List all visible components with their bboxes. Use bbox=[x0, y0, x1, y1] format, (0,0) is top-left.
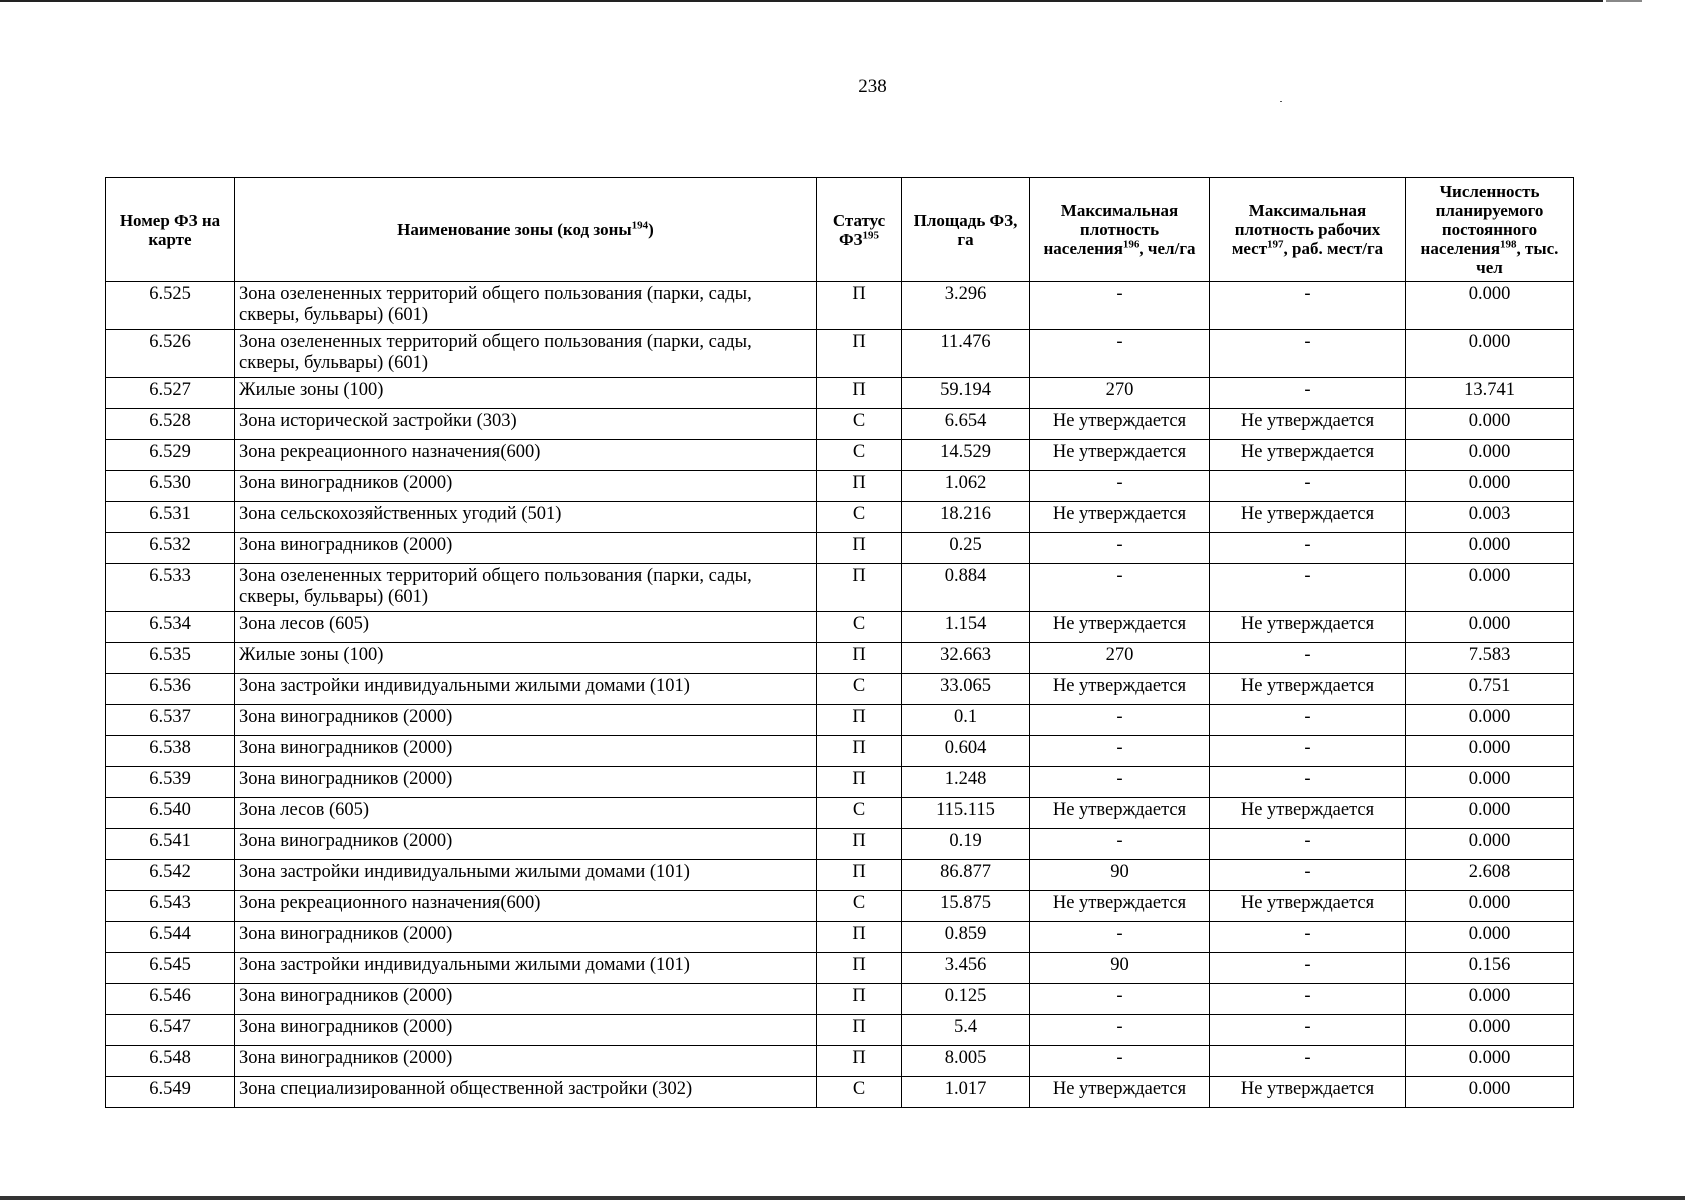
cell-status: С bbox=[817, 891, 902, 922]
bottom-border-line bbox=[0, 1196, 1685, 1200]
cell-area: 86.877 bbox=[902, 860, 1030, 891]
cell-number: 6.536 bbox=[106, 674, 235, 705]
cell-jobs: Не утверждается bbox=[1210, 409, 1406, 440]
cell-population: 7.583 bbox=[1406, 643, 1574, 674]
cell-jobs: - bbox=[1210, 282, 1406, 330]
cell-population: 0.000 bbox=[1406, 471, 1574, 502]
cell-population: 0.003 bbox=[1406, 502, 1574, 533]
cell-population: 0.000 bbox=[1406, 1077, 1574, 1108]
cell-area: 18.216 bbox=[902, 502, 1030, 533]
cell-jobs: - bbox=[1210, 330, 1406, 378]
cell-area: 0.1 bbox=[902, 705, 1030, 736]
cell-status: П bbox=[817, 767, 902, 798]
cell-jobs: Не утверждается bbox=[1210, 440, 1406, 471]
cell-population: 0.000 bbox=[1406, 612, 1574, 643]
cell-status: С bbox=[817, 409, 902, 440]
cell-jobs: - bbox=[1210, 1015, 1406, 1046]
cell-name: Зона застройки индивидуальными жилыми домами (101) bbox=[235, 860, 817, 891]
cell-name: Жилые зоны (100) bbox=[235, 378, 817, 409]
table-row bbox=[106, 829, 1574, 860]
cell-number: 6.525 bbox=[106, 282, 235, 330]
cell-status: С bbox=[817, 612, 902, 643]
zones-table bbox=[105, 177, 1574, 1108]
cell-area: 1.017 bbox=[902, 1077, 1030, 1108]
cell-population: 0.000 bbox=[1406, 440, 1574, 471]
cell-status: С bbox=[817, 674, 902, 705]
cell-population: 0.156 bbox=[1406, 953, 1574, 984]
cell-name: Зона виноградников (2000) bbox=[235, 1046, 817, 1077]
cell-jobs: - bbox=[1210, 1046, 1406, 1077]
cell-number: 6.537 bbox=[106, 705, 235, 736]
table-row bbox=[106, 643, 1574, 674]
cell-density: Не утверждается bbox=[1030, 1077, 1210, 1108]
cell-jobs: - bbox=[1210, 378, 1406, 409]
cell-jobs: - bbox=[1210, 860, 1406, 891]
table-row bbox=[106, 330, 1574, 378]
cell-area: 0.25 bbox=[902, 533, 1030, 564]
cell-jobs: Не утверждается bbox=[1210, 1077, 1406, 1108]
cell-area: 5.4 bbox=[902, 1015, 1030, 1046]
cell-population: 0.000 bbox=[1406, 330, 1574, 378]
cell-status: П bbox=[817, 829, 902, 860]
cell-number: 6.529 bbox=[106, 440, 235, 471]
table-row bbox=[106, 736, 1574, 767]
cell-number: 6.545 bbox=[106, 953, 235, 984]
cell-status: С bbox=[817, 798, 902, 829]
cell-population: 0.000 bbox=[1406, 533, 1574, 564]
top-border-line bbox=[0, 0, 1603, 2]
cell-number: 6.542 bbox=[106, 860, 235, 891]
cell-name: Зона рекреационного назначения(600) bbox=[235, 440, 817, 471]
cell-density: - bbox=[1030, 1046, 1210, 1077]
cell-population: 0.000 bbox=[1406, 891, 1574, 922]
cell-density: Не утверждается bbox=[1030, 502, 1210, 533]
table-row bbox=[106, 674, 1574, 705]
cell-status: П bbox=[817, 564, 902, 612]
cell-density: - bbox=[1030, 533, 1210, 564]
cell-area: 1.154 bbox=[902, 612, 1030, 643]
cell-density: Не утверждается bbox=[1030, 798, 1210, 829]
cell-jobs: - bbox=[1210, 984, 1406, 1015]
cell-name: Зона лесов (605) bbox=[235, 612, 817, 643]
cell-area: 3.296 bbox=[902, 282, 1030, 330]
cell-status: П bbox=[817, 984, 902, 1015]
cell-name: Зона виноградников (2000) bbox=[235, 533, 817, 564]
cell-number: 6.528 bbox=[106, 409, 235, 440]
cell-population: 0.000 bbox=[1406, 798, 1574, 829]
cell-name: Зона лесов (605) bbox=[235, 798, 817, 829]
cell-density: 90 bbox=[1030, 953, 1210, 984]
cell-density: Не утверждается bbox=[1030, 891, 1210, 922]
cell-density: 90 bbox=[1030, 860, 1210, 891]
cell-status: П bbox=[817, 922, 902, 953]
table-row bbox=[106, 533, 1574, 564]
table-row bbox=[106, 984, 1574, 1015]
cell-status: П bbox=[817, 471, 902, 502]
cell-jobs: - bbox=[1210, 564, 1406, 612]
cell-name: Зона сельскохозяйственных угодий (501) bbox=[235, 502, 817, 533]
cell-population: 0.000 bbox=[1406, 829, 1574, 860]
cell-population: 0.000 bbox=[1406, 564, 1574, 612]
table-row bbox=[106, 860, 1574, 891]
cell-number: 6.539 bbox=[106, 767, 235, 798]
cell-name: Зона виноградников (2000) bbox=[235, 829, 817, 860]
table-row bbox=[106, 891, 1574, 922]
cell-number: 6.543 bbox=[106, 891, 235, 922]
cell-area: 32.663 bbox=[902, 643, 1030, 674]
header-status: Статус ФЗ$^{195}$ bbox=[817, 178, 902, 282]
cell-population: 2.608 bbox=[1406, 860, 1574, 891]
cell-area: 8.005 bbox=[902, 1046, 1030, 1077]
cell-density: - bbox=[1030, 705, 1210, 736]
cell-jobs: - bbox=[1210, 736, 1406, 767]
cell-density: - bbox=[1030, 330, 1210, 378]
cell-name: Зона виноградников (2000) bbox=[235, 1015, 817, 1046]
cell-jobs: - bbox=[1210, 471, 1406, 502]
cell-area: 3.456 bbox=[902, 953, 1030, 984]
header-population: Численность планируемого постоянного населения$^{198}$, тыс. чел bbox=[1406, 178, 1574, 282]
cell-population: 0.000 bbox=[1406, 409, 1574, 440]
cell-area: 33.065 bbox=[902, 674, 1030, 705]
cell-name: Зона рекреационного назначения(600) bbox=[235, 891, 817, 922]
cell-area: 0.19 bbox=[902, 829, 1030, 860]
cell-jobs: - bbox=[1210, 767, 1406, 798]
cell-status: П bbox=[817, 643, 902, 674]
scan-speck bbox=[1280, 101, 1282, 102]
cell-jobs: Не утверждается bbox=[1210, 612, 1406, 643]
cell-number: 6.530 bbox=[106, 471, 235, 502]
cell-name: Зона виноградников (2000) bbox=[235, 471, 817, 502]
cell-density: - bbox=[1030, 829, 1210, 860]
cell-status: П bbox=[817, 533, 902, 564]
cell-number: 6.548 bbox=[106, 1046, 235, 1077]
cell-status: П bbox=[817, 953, 902, 984]
cell-name: Зона виноградников (2000) bbox=[235, 736, 817, 767]
cell-density: Не утверждается bbox=[1030, 612, 1210, 643]
cell-name: Зона озелененных территорий общего пользования (парки, сады, скверы, бульвары) (601) bbox=[235, 282, 817, 330]
header-number: Номер ФЗ на карте bbox=[106, 178, 235, 282]
cell-area: 0.884 bbox=[902, 564, 1030, 612]
cell-jobs: Не утверждается bbox=[1210, 674, 1406, 705]
cell-area: 0.859 bbox=[902, 922, 1030, 953]
cell-name: Зона озелененных территорий общего пользования (парки, сады, скверы, бульвары) (601) bbox=[235, 330, 817, 378]
cell-density: - bbox=[1030, 922, 1210, 953]
table-row bbox=[106, 471, 1574, 502]
cell-status: С bbox=[817, 1077, 902, 1108]
cell-jobs: Не утверждается bbox=[1210, 891, 1406, 922]
cell-status: П bbox=[817, 378, 902, 409]
cell-density: 270 bbox=[1030, 378, 1210, 409]
cell-status: П bbox=[817, 1046, 902, 1077]
cell-density: - bbox=[1030, 282, 1210, 330]
cell-number: 6.546 bbox=[106, 984, 235, 1015]
cell-density: Не утверждается bbox=[1030, 409, 1210, 440]
table-header-row bbox=[106, 178, 1574, 282]
cell-status: П bbox=[817, 705, 902, 736]
cell-number: 6.527 bbox=[106, 378, 235, 409]
cell-jobs: - bbox=[1210, 829, 1406, 860]
cell-population: 0.751 bbox=[1406, 674, 1574, 705]
cell-jobs: - bbox=[1210, 953, 1406, 984]
cell-status: П bbox=[817, 860, 902, 891]
cell-status: П bbox=[817, 330, 902, 378]
cell-name: Зона виноградников (2000) bbox=[235, 984, 817, 1015]
cell-name: Зона исторической застройки (303) bbox=[235, 409, 817, 440]
table-row bbox=[106, 1046, 1574, 1077]
cell-number: 6.531 bbox=[106, 502, 235, 533]
cell-name: Зона специализированной общественной застройки (302) bbox=[235, 1077, 817, 1108]
cell-area: 1.062 bbox=[902, 471, 1030, 502]
cell-status: П bbox=[817, 282, 902, 330]
table-row bbox=[106, 953, 1574, 984]
header-jobs: Максимальная плотность рабочих мест$^{197}$, раб. мест/га bbox=[1210, 178, 1406, 282]
table-row bbox=[106, 1077, 1574, 1108]
cell-density: - bbox=[1030, 471, 1210, 502]
cell-name: Зона виноградников (2000) bbox=[235, 922, 817, 953]
cell-area: 0.125 bbox=[902, 984, 1030, 1015]
cell-density: Не утверждается bbox=[1030, 440, 1210, 471]
header-area: Площадь ФЗ, га bbox=[902, 178, 1030, 282]
cell-number: 6.535 bbox=[106, 643, 235, 674]
cell-number: 6.544 bbox=[106, 922, 235, 953]
cell-area: 14.529 bbox=[902, 440, 1030, 471]
cell-density: - bbox=[1030, 736, 1210, 767]
cell-number: 6.534 bbox=[106, 612, 235, 643]
table-row bbox=[106, 612, 1574, 643]
page-number: 238 bbox=[858, 76, 887, 97]
cell-name: Зона виноградников (2000) bbox=[235, 705, 817, 736]
header-name: Наименование зоны (код зоны$^{194}$) bbox=[235, 178, 817, 282]
table-row bbox=[106, 378, 1574, 409]
cell-number: 6.533 bbox=[106, 564, 235, 612]
table-row bbox=[106, 798, 1574, 829]
cell-jobs: Не утверждается bbox=[1210, 502, 1406, 533]
table-row bbox=[106, 1015, 1574, 1046]
cell-population: 0.000 bbox=[1406, 736, 1574, 767]
cell-number: 6.549 bbox=[106, 1077, 235, 1108]
cell-name: Жилые зоны (100) bbox=[235, 643, 817, 674]
cell-population: 0.000 bbox=[1406, 282, 1574, 330]
cell-population: 0.000 bbox=[1406, 1015, 1574, 1046]
table-row bbox=[106, 922, 1574, 953]
cell-population: 13.741 bbox=[1406, 378, 1574, 409]
cell-density: Не утверждается bbox=[1030, 674, 1210, 705]
table-row bbox=[106, 409, 1574, 440]
table-row bbox=[106, 282, 1574, 330]
cell-area: 1.248 bbox=[902, 767, 1030, 798]
cell-area: 115.115 bbox=[902, 798, 1030, 829]
cell-population: 0.000 bbox=[1406, 705, 1574, 736]
cell-number: 6.538 bbox=[106, 736, 235, 767]
table-row bbox=[106, 440, 1574, 471]
cell-jobs: Не утверждается bbox=[1210, 798, 1406, 829]
cell-area: 59.194 bbox=[902, 378, 1030, 409]
cell-area: 15.875 bbox=[902, 891, 1030, 922]
cell-jobs: - bbox=[1210, 643, 1406, 674]
cell-population: 0.000 bbox=[1406, 984, 1574, 1015]
top-right-scan-mark bbox=[1606, 0, 1642, 2]
table-row bbox=[106, 705, 1574, 736]
cell-status: П bbox=[817, 1015, 902, 1046]
cell-status: П bbox=[817, 736, 902, 767]
cell-name: Зона озелененных территорий общего пользования (парки, сады, скверы, бульвары) (601) bbox=[235, 564, 817, 612]
cell-density: - bbox=[1030, 564, 1210, 612]
cell-density: - bbox=[1030, 984, 1210, 1015]
cell-number: 6.526 bbox=[106, 330, 235, 378]
cell-name: Зона застройки индивидуальными жилыми домами (101) bbox=[235, 953, 817, 984]
cell-density: 270 bbox=[1030, 643, 1210, 674]
cell-area: 0.604 bbox=[902, 736, 1030, 767]
cell-density: - bbox=[1030, 767, 1210, 798]
cell-population: 0.000 bbox=[1406, 922, 1574, 953]
cell-number: 6.547 bbox=[106, 1015, 235, 1046]
table-row bbox=[106, 564, 1574, 612]
cell-area: 6.654 bbox=[902, 409, 1030, 440]
cell-jobs: - bbox=[1210, 533, 1406, 564]
cell-name: Зона виноградников (2000) bbox=[235, 767, 817, 798]
cell-jobs: - bbox=[1210, 922, 1406, 953]
cell-name: Зона застройки индивидуальными жилыми домами (101) bbox=[235, 674, 817, 705]
cell-area: 11.476 bbox=[902, 330, 1030, 378]
header-density: Максимальная плотность населения$^{196}$, чел/га bbox=[1030, 178, 1210, 282]
cell-population: 0.000 bbox=[1406, 767, 1574, 798]
cell-jobs: - bbox=[1210, 705, 1406, 736]
cell-population: 0.000 bbox=[1406, 1046, 1574, 1077]
table-row bbox=[106, 502, 1574, 533]
cell-status: С bbox=[817, 502, 902, 533]
cell-number: 6.541 bbox=[106, 829, 235, 860]
cell-number: 6.532 bbox=[106, 533, 235, 564]
cell-status: С bbox=[817, 440, 902, 471]
cell-density: - bbox=[1030, 1015, 1210, 1046]
cell-number: 6.540 bbox=[106, 798, 235, 829]
table-row bbox=[106, 767, 1574, 798]
